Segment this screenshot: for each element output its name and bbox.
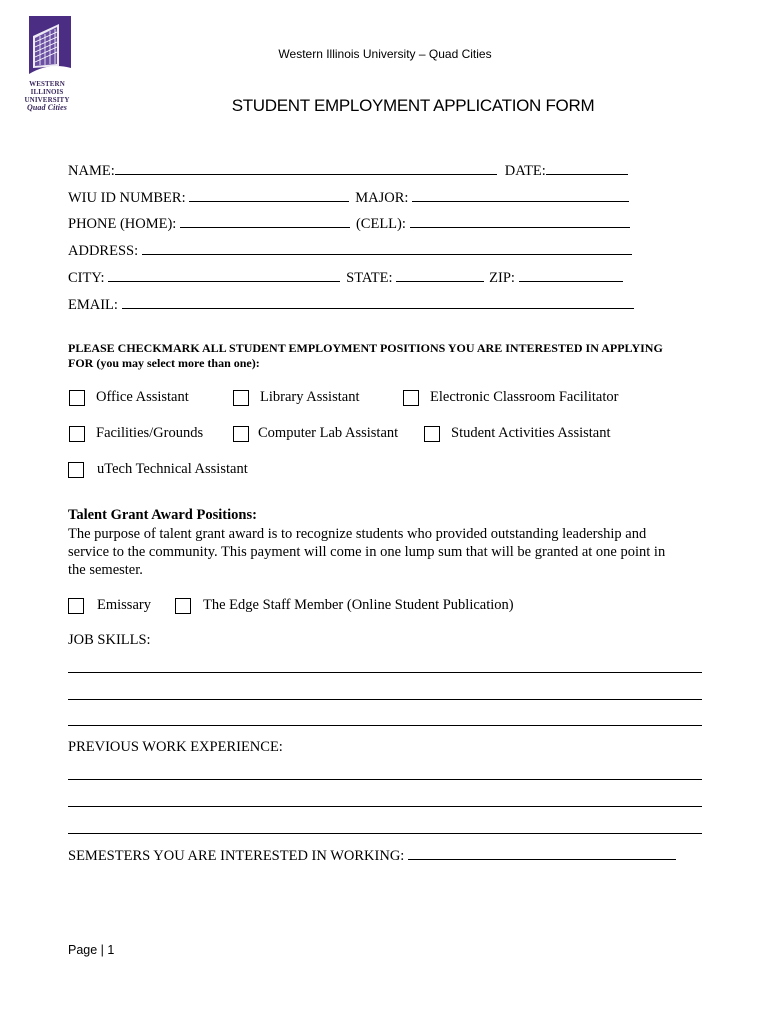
zip-field[interactable] xyxy=(519,268,623,282)
id-major-row xyxy=(68,188,635,207)
electronic-classroom-checkbox[interactable] xyxy=(403,390,419,406)
job-skills-line-2[interactable] xyxy=(68,699,702,700)
job-skills-line-3[interactable] xyxy=(68,725,702,726)
previous-work-label: PREVIOUS WORK EXPERIENCE: xyxy=(68,739,283,755)
previous-work-line-3[interactable] xyxy=(68,833,702,834)
page-header: Western Illinois University – Quad Cities xyxy=(278,47,492,61)
emissary-checkbox[interactable] xyxy=(68,598,84,614)
computer-lab-checkbox[interactable] xyxy=(233,426,249,442)
instructions-line-1: PLEASE CHECKMARK ALL STUDENT EMPLOYMENT POSITIONS YOU ARE INTERESTED IN APPLYING xyxy=(68,341,663,355)
semesters-label: SEMESTERS YOU ARE INTERESTED IN WORKING: xyxy=(68,848,405,864)
option-office-assistant[interactable] xyxy=(69,388,189,406)
student-activities-label: Student Activities Assistant xyxy=(451,425,611,441)
talent-grant-heading: Talent Grant Award Positions: xyxy=(68,507,257,523)
option-electronic-classroom[interactable] xyxy=(403,388,618,406)
job-skills-line-1[interactable] xyxy=(68,672,702,673)
option-emissary[interactable] xyxy=(68,596,151,614)
phone-row xyxy=(68,214,636,233)
phone-home-field[interactable] xyxy=(180,214,350,228)
utech-checkbox[interactable] xyxy=(68,462,84,478)
emissary-label: Emissary xyxy=(97,597,151,613)
facilities-grounds-label: Facilities/Grounds xyxy=(96,425,204,441)
edge-staff-checkbox[interactable] xyxy=(175,598,191,614)
logo-line-western: WESTERN xyxy=(29,80,65,88)
city-state-zip-row xyxy=(68,268,629,287)
address-row xyxy=(68,241,638,260)
date-label: DATE: xyxy=(504,163,546,179)
name-date-row xyxy=(68,161,634,180)
major-field[interactable] xyxy=(412,188,629,202)
cell-label: (CELL): xyxy=(355,216,406,232)
email-label: EMAIL: xyxy=(68,297,118,313)
talent-description-line-3: the semester. xyxy=(68,562,143,578)
city-label: CITY: xyxy=(68,270,105,286)
page-number: Page | 1 xyxy=(68,943,115,957)
student-activities-checkbox[interactable] xyxy=(424,426,440,442)
previous-work-line-1[interactable] xyxy=(68,779,702,780)
city-field[interactable] xyxy=(108,268,340,282)
form-title: STUDENT EMPLOYMENT APPLICATION FORM xyxy=(231,96,595,115)
edge-staff-label: The Edge Staff Member (Online Student Publication) xyxy=(203,597,514,613)
major-label: MAJOR: xyxy=(355,190,409,206)
computer-lab-label: Computer Lab Assistant xyxy=(258,425,399,441)
option-utech-technical-assistant[interactable] xyxy=(68,460,248,478)
option-edge-staff-member[interactable] xyxy=(175,596,514,614)
name-label: NAME: xyxy=(68,163,115,179)
wiu-id-label: WIU ID NUMBER: xyxy=(68,190,186,206)
talent-description-line-2: service to the community. This payment will come in one lump sum that will be granted at one point in xyxy=(68,544,666,560)
positions-instructions xyxy=(68,341,708,371)
phone-home-label: PHONE (HOME): xyxy=(68,216,177,232)
option-student-activities-assistant[interactable] xyxy=(424,424,611,442)
semesters-row xyxy=(68,846,682,865)
option-facilities-grounds[interactable] xyxy=(69,424,203,442)
wiu-id-field[interactable] xyxy=(189,188,349,202)
cell-field[interactable] xyxy=(410,214,630,228)
email-row xyxy=(68,295,640,314)
talent-description-line-1: The purpose of talent grant award is to recognize students who provided outstanding leadership and xyxy=(68,526,647,542)
name-field[interactable] xyxy=(115,161,497,175)
logo-line-illinois: ILLINOIS xyxy=(30,88,64,96)
library-assistant-checkbox[interactable] xyxy=(233,390,249,406)
logo-line-quad-cities: Quad Cities xyxy=(27,103,67,112)
electronic-classroom-label: Electronic Classroom Facilitator xyxy=(430,389,619,405)
zip-label: ZIP: xyxy=(489,270,515,286)
state-field[interactable] xyxy=(396,268,484,282)
office-assistant-checkbox[interactable] xyxy=(69,390,85,406)
utech-label: uTech Technical Assistant xyxy=(97,461,248,477)
option-library-assistant[interactable] xyxy=(233,388,359,406)
job-skills-label: JOB SKILLS: xyxy=(68,632,151,648)
address-field[interactable] xyxy=(142,241,632,255)
instructions-line-2: FOR (you may select more than one): xyxy=(68,356,260,370)
state-label: STATE: xyxy=(346,270,393,286)
address-label: ADDRESS: xyxy=(68,243,139,259)
date-field[interactable] xyxy=(546,161,628,175)
previous-work-line-2[interactable] xyxy=(68,806,702,807)
university-logo-graphic xyxy=(29,16,71,74)
office-assistant-label: Office Assistant xyxy=(96,389,189,405)
semesters-field[interactable] xyxy=(408,846,676,860)
logo-line-university: UNIVERSITY xyxy=(24,96,70,104)
library-assistant-label: Library Assistant xyxy=(260,389,360,405)
talent-grant-description xyxy=(68,525,708,579)
facilities-grounds-checkbox[interactable] xyxy=(69,426,85,442)
email-field[interactable] xyxy=(122,295,634,309)
option-computer-lab-assistant[interactable] xyxy=(233,424,398,442)
